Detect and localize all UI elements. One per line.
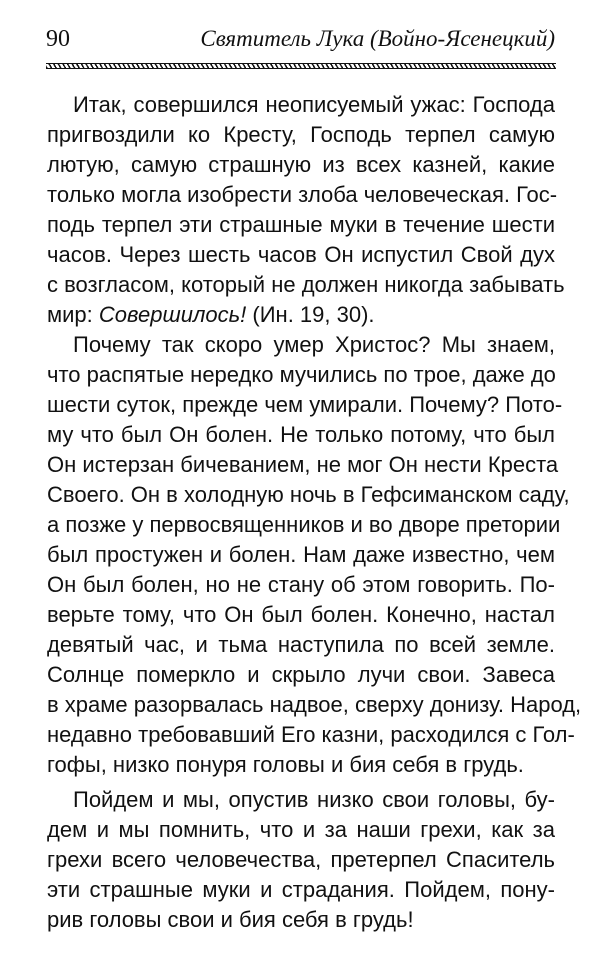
text-line: рив головы свои и бия себя в грудь! xyxy=(47,907,414,932)
text-line xyxy=(47,300,555,330)
page-number: 90 xyxy=(46,26,70,52)
text-line: в храме разорвалась надвое, сверху донизу. Народ, xyxy=(47,692,582,717)
paragraph-1 xyxy=(47,90,565,330)
text-line: Он истерзан бичеванием, не мог Он нести Креста xyxy=(47,452,559,477)
text-line: Своего. Он в холодную ночь в Гефсиманском саду, xyxy=(47,482,570,507)
text-line: шести суток, прежде чем умирали. Почему? Пото- xyxy=(47,392,563,417)
text-line: а позже у первосвященников и во дворе претории xyxy=(47,512,561,537)
text-line: грехи всего человечества, претерпел Спаситель xyxy=(47,847,555,872)
paragraph-2 xyxy=(47,330,582,780)
text-line: пригвоздили ко Кресту, Господь терпел самую xyxy=(47,122,555,147)
text-line: подь терпел эти страшные муки в течение шести xyxy=(47,212,555,237)
text-line: что распятые нередко мучились по трое, даже до xyxy=(47,362,556,387)
text-line: гофы, низко понуря головы и бия себя в грудь. xyxy=(47,752,524,777)
scripture-reference: (Ин. 19, 30). xyxy=(246,302,375,327)
running-title: Святитель Лука (Войно-Ясенецкий) xyxy=(200,26,555,51)
text-line: эти страшные муки и страдания. Пойдем, пону- xyxy=(47,877,555,902)
text-segment: мир: xyxy=(47,302,99,327)
text-line: дем и мы помнить, что и за наши грехи, как за xyxy=(47,817,555,842)
text-line: с возгласом, который не должен никогда забывать xyxy=(47,272,565,297)
text-line: Итак, совершился неописуемый ужас: Господа xyxy=(73,92,555,117)
italic-quote: Совершилось! xyxy=(98,302,247,327)
text-line: часов. Через шесть часов Он испустил Свой дух xyxy=(47,242,555,267)
paragraph-3 xyxy=(47,785,555,935)
text-line: был простужен и болен. Нам даже известно, чем xyxy=(47,542,555,567)
text-line: Он был болен, но не стану об этом говорить. По- xyxy=(47,572,555,597)
text-line: верьте тому, что Он был болен. Конечно, настал xyxy=(47,602,555,627)
rope-divider xyxy=(46,63,556,69)
text-line: Почему так скоро умер Христос? Мы знаем, xyxy=(73,332,555,357)
text-line: му что был Он болен. Не только потому, что был xyxy=(47,422,555,447)
text-line: только могла изобрести злоба человеческая. Гос- xyxy=(47,182,558,207)
text-line: девятый час, и тьма наступила по всей земле. xyxy=(47,632,555,657)
text-line: Пойдем и мы, опустив низко свои головы, бу- xyxy=(73,787,555,812)
text-line: недавно требовавший Его казни, расходился с Гол- xyxy=(47,722,575,747)
text-line: лютую, самую страшную из всех казней, какие xyxy=(47,152,555,177)
text-line: Солнце померкло и скрыло лучи свои. Завеса xyxy=(47,662,555,687)
